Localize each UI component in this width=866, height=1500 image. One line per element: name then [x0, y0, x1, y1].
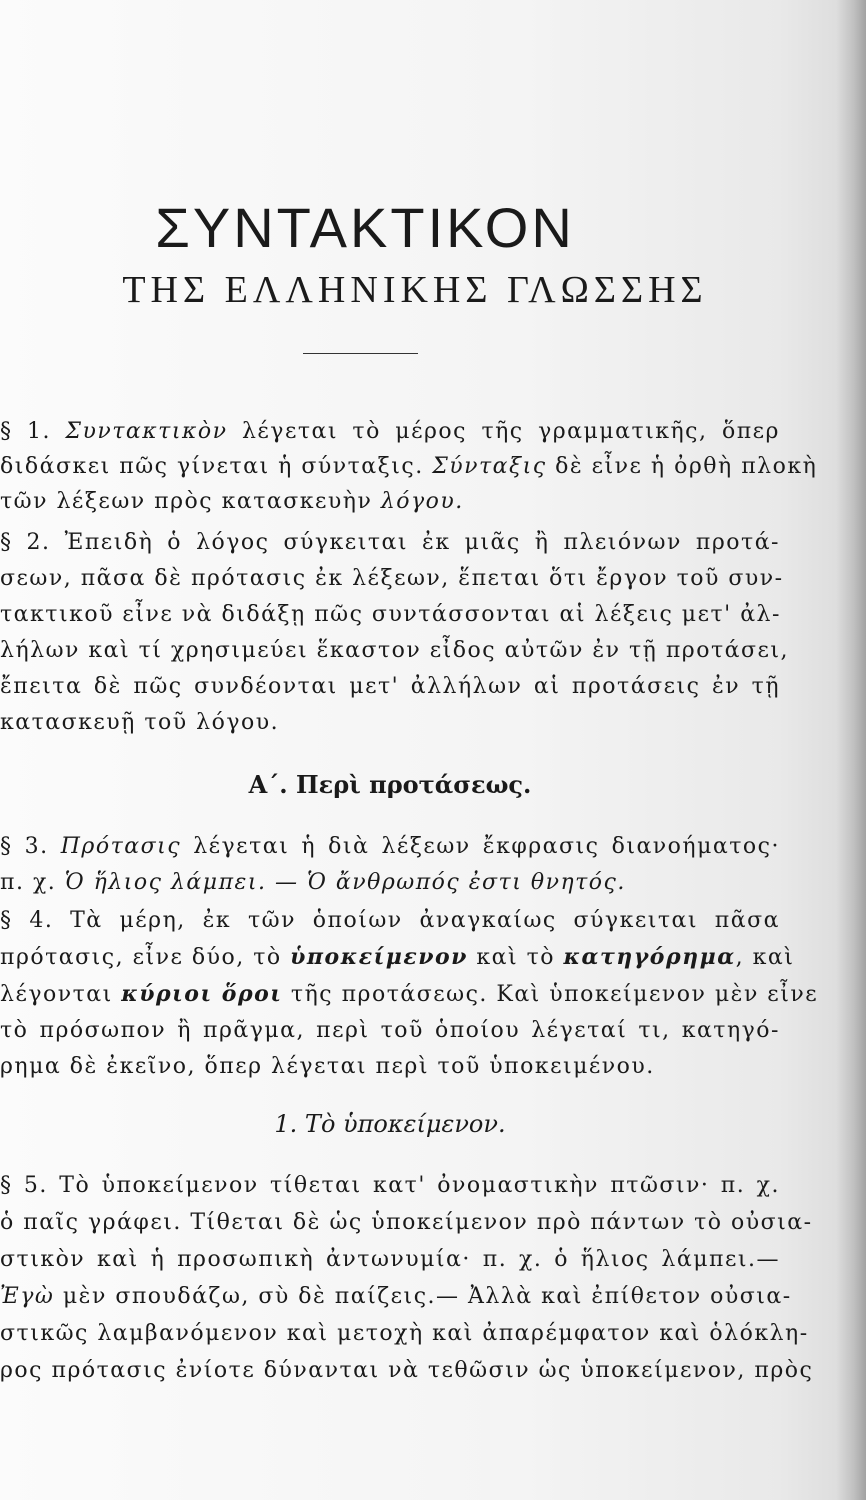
paragraph-5-line-5: στικῶς λαμβανόμενον καὶ μετοχὴ καὶ ἀπαρέμφατον καὶ ὁλόκλη-	[0, 1321, 809, 1346]
title-divider	[303, 353, 418, 354]
paragraph-5-line-1: § 5. Τὸ ὑποκείμενον τίθεται κατ' ὀνομαστικὴν πτῶσιν· π. χ.	[0, 1173, 780, 1198]
section-heading-1: 1. Τὸ ὑποκείμενον.	[274, 1110, 506, 1138]
paragraph-5-line-6: ρος πρότασις ἐνίοτε δύνανται νὰ τεθῶσιν ὡς ὑποκείμενον, πρὸς	[0, 1358, 814, 1383]
paragraph-2-line-5: ἔπειτα δὲ πῶς συνδέονται μετ' ἀλλήλων αἱ προτάσεις ἐν τῇ	[0, 674, 780, 699]
paragraph-1-line-2: διδάσκει πῶς γίνεται ἡ σύνταξις. Σύνταξις δὲ εἶνε ἡ ὀρθὴ πλοκὴ	[0, 454, 818, 479]
paragraph-5-line-3: στικὸν καὶ ἡ προσωπικὴ ἀντωνυμία· π. χ. ὁ ἥλιος λάμπει.—	[0, 1247, 780, 1272]
page-title: ΣΥΝΤΑΚΤΙΚΟΝ	[155, 196, 575, 259]
paragraph-2-line-6: κατασκευῇ τοῦ λόγου.	[0, 710, 280, 735]
paragraph-5-line-2: ὁ παῖς γράφει. Τίθεται δὲ ὡς ὑποκείμενον πρὸ πάντων τὸ οὐσια-	[0, 1210, 813, 1235]
paragraph-2-line-2: σεων, πᾶσα δὲ πρότασις ἐκ λέξεων, ἕπεται ὅτι ἔργον τοῦ συν-	[0, 566, 784, 591]
paragraph-1-line-1: § 1. Συντακτικὸν λέγεται τὸ μέρος τῆς γραμματικῆς, ὅπερ	[0, 419, 780, 444]
paragraph-4-line-4: τὸ πρόσωπον ἢ πρᾶγμα, περὶ τοῦ ὁποίου λέγεταί τι, κατηγό-	[0, 1018, 780, 1043]
paragraph-4-line-2: πρότασις, εἶνε δύο, τὸ ὑποκείμενον καὶ τὸ κατηγόρημα, καὶ	[0, 944, 795, 970]
section-heading-a: Α΄. Περὶ προτάσεως.	[248, 770, 532, 799]
paragraph-4-line-3: λέγονται κύριοι ὅροι τῆς προτάσεως. Καὶ ὑποκείμενον μὲν εἶνε	[0, 981, 819, 1007]
page-subtitle: ΤΗΣ ΕΛΛΗΝΙΚΗΣ ΓΛΩΣΣΗΣ	[122, 269, 708, 311]
page-edge-shadow	[836, 0, 866, 1500]
paragraph-4-line-5: ρημα δὲ ἐκεῖνο, ὅπερ λέγεται περὶ τοῦ ὑποκειμένου.	[0, 1054, 655, 1079]
paragraph-4-line-1: § 4. Τὰ μέρη, ἐκ τῶν ὁποίων ἀναγκαίως σύγκειται πᾶσα	[0, 908, 780, 933]
paragraph-3-line-2: π. χ. Ὁ ἥλιος λάμπει. — Ὁ ἄνθρωπός ἐστι θνητός.	[0, 870, 626, 895]
paragraph-5-line-4: Ἐγὼ μὲν σπουδάζω, σὺ δὲ παίζεις.— Ἀλλὰ καὶ ἐπίθετον οὐσια-	[0, 1284, 792, 1309]
paragraph-2-line-1: § 2. Ἐπειδὴ ὁ λόγος σύγκειται ἐκ μιᾶς ἢ πλειόνων προτά-	[0, 530, 780, 555]
paragraph-2-line-3: τακτικοῦ εἶνε νὰ διδάξῃ πῶς συντάσσονται αἱ λέξεις μετ' ἀλ-	[0, 602, 781, 627]
paragraph-3-line-1: § 3. Πρότασις λέγεται ἡ διὰ λέξεων ἔκφρασις διανοήματος·	[0, 834, 780, 859]
paragraph-2-line-4: λήλων καὶ τί χρησιμεύει ἕκαστον εἶδος αὐτῶν ἐν τῇ προτάσει,	[0, 638, 790, 663]
paragraph-1-line-3: τῶν λέξεων πρὸς κατασκευὴν λόγου.	[0, 489, 464, 514]
